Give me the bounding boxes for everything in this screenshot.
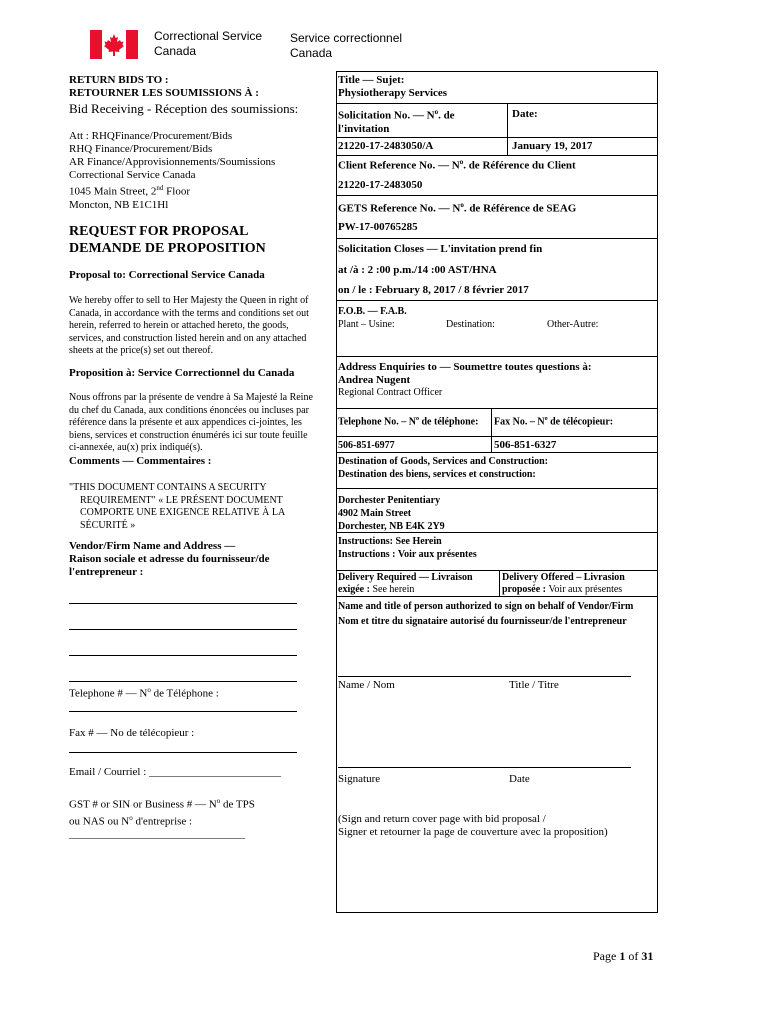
solicitation-closes-date: on / le : February 8, 2017 / 8 février 2017 <box>338 284 529 296</box>
title-field: Title — Sujet: Physiotherapy Services <box>338 74 448 99</box>
comments-heading: Comments — Commentaires : <box>69 455 212 467</box>
solicitation-closes-time: at /à : 2 :00 p.m./14 :00 AST/HNA <box>338 264 497 276</box>
signature-label: Signature <box>338 773 381 785</box>
offer-statement-en: We hereby offer to sell to Her Majesty the Queen in right of Canada, in accordance with the terms and conditions set out herein, referred to herein or attached hereto, the goods, services, and construction listed herein and on any attached sheets at the price(s) set out thereof. <box>69 295 309 356</box>
gst-input-line[interactable]: ________________________________ <box>69 828 245 841</box>
proposal-to: Proposal to: Correctional Service Canada <box>69 269 265 281</box>
destination-address: Dorchester Penitentiary 4902 Main Street Dorchester, NB E4K 2Y9 <box>338 495 445 532</box>
delivery-required: Delivery Required — Livraison exigée : See herein <box>338 572 473 595</box>
name-title-line[interactable] <box>338 676 631 677</box>
telephone-field-label: Telephone # — $N^o$ de Téléphone : <box>69 686 219 700</box>
page-number: Page 1 of 31 <box>593 949 654 963</box>
instructions: Instructions: See Herein Instructions : Voir aux présentes <box>338 536 477 560</box>
vendor-heading: Vendor/Firm Name and Address — Raison sociale et adresse du fournisseur/de l'entrepreneur : <box>69 540 270 578</box>
gst-field-label: GST # or SIN or Business # — $N^o$ de TPS ou NAS ou $N^o$ d'entreprise : ________________________________ <box>69 797 255 841</box>
bid-receiving-label: Bid Receiving - Réception des soumissions: <box>69 101 299 116</box>
vendor-line-2[interactable] <box>69 629 297 630</box>
email-field[interactable]: Email / Courriel : ________________________ <box>69 766 282 778</box>
vendor-line-3[interactable] <box>69 655 297 656</box>
solicitation-closes-label: Solicitation Closes — L'invitation prend fin <box>338 243 543 255</box>
fax-input-line[interactable] <box>69 752 297 753</box>
solicitation-no-value: 21220-17-2483050/A <box>338 140 434 152</box>
fob-other: Other-Autre: <box>547 319 599 330</box>
solicitation-box <box>336 71 658 913</box>
client-reference-label: Client Reference No. — $N^o$. de Référence du Client <box>338 158 576 172</box>
vendor-line-4[interactable] <box>69 681 297 682</box>
date-value: January 19, 2017 <box>512 140 593 152</box>
fax-label: Fax No. – $N^o$ de télécopieur: <box>494 416 614 428</box>
sign-return-instructions: (Sign and return cover page with bid proposal / Signer et retourner la page de couverture avec la proposition) <box>338 813 608 838</box>
return-address: Att : RHQFinance/Procurement/Bids RHQ Finance/Procurement/Bids AR Finance/Approvisionnements/Soumissions Correctional Service Canada 1045 Main Street, 2nd Floor Moncton, NB E1C1Hl <box>69 130 276 211</box>
contract-officer-title: Regional Contract Officer <box>338 387 443 398</box>
signature-line[interactable] <box>338 767 631 768</box>
signature-date-label: Date <box>509 773 530 785</box>
telephone-value: 506-851-6977 <box>338 440 395 451</box>
offer-statement-fr: Nous offrons par la présente de vendre à Sa Majesté la Reine du chef du Canada, aux conditions énoncées ou incluses par référence dans la présente et aux appendices ci-jointes, les biens, services et construction énumérés ici sur toute feuille ci-annexée, au(x) prix indiqué(s). <box>69 392 313 453</box>
name-label: Name / Nom <box>338 679 395 691</box>
title-label: Title / Titre <box>509 679 559 691</box>
security-requirement: "THIS DOCUMENT CONTAINS A SECURITY REQUIREMENT" « LE PRÉSENT DOCUMENT COMPORTE UNE EXIGENCE RELATIVE À LA SÉCURITÉ » <box>69 482 286 531</box>
return-bids-heading: RETURN BIDS TO : RETOURNER LES SOUMISSIONS À : <box>69 74 259 99</box>
solicitation-no-label: Solicitation No. — $N^o$. de l'invitation <box>338 108 455 135</box>
fax-field-label: Fax # — No de télécopieur : <box>69 727 195 739</box>
telephone-input-line[interactable] <box>69 711 297 712</box>
rfp-title: REQUEST FOR PROPOSAL DEMANDE DE PROPOSITION <box>69 224 266 256</box>
fax-value: 506-851-6327 <box>494 439 557 451</box>
date-label: Date: <box>512 108 538 120</box>
proposition-heading: Proposition à: Service Correctionnel du Canada <box>69 367 295 379</box>
client-reference-value: 21220-17-2483050 <box>338 179 423 191</box>
department-name-fr: Service correctionnel Canada <box>290 31 403 60</box>
fob-plant: Plant – Usine: <box>338 319 395 330</box>
gets-reference-label: GETS Reference No. — $N^o$. de Référence de SEAG <box>338 201 577 215</box>
address-enquiries: Address Enquiries to — Soumettre toutes questions à: Andrea Nugent <box>338 361 592 386</box>
canada-flag-icon <box>90 30 138 59</box>
gets-reference-value: PW-17-00765285 <box>338 221 418 233</box>
authorized-signatory-label: Name and title of person authorized to sign on behalf of Vendor/Firm Nom et titre du signataire autorisé du fournisseur/de l'entrepreneur <box>338 601 634 627</box>
telephone-label: Telephone No. – $N^o$ de téléphone: <box>338 416 479 428</box>
delivery-offered: Delivery Offered – Livrasion proposée : Voir aux présentes <box>502 572 625 595</box>
vendor-line-1[interactable] <box>69 603 297 604</box>
fob-destination: Destination: <box>446 319 495 330</box>
fob-label: F.O.B. — F.A.B. <box>338 306 407 317</box>
destination-label: Destination of Goods, Services and Construction: Destination des biens, services et construction: <box>338 456 549 480</box>
department-name-en: Correctional Service Canada <box>154 29 263 58</box>
